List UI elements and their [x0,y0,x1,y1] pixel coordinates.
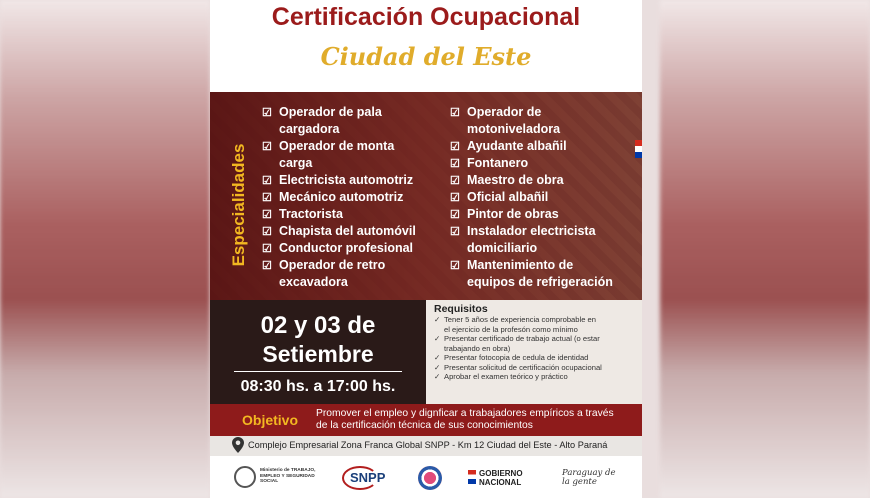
sponsor-logos [210,458,642,498]
list-item: ☑ Mecánico automotriz [262,189,442,206]
mtess-logo: Ministerio de TRABAJO, EMPLEO Y SEGURIDAD SOCIAL [234,464,330,492]
checkbox-icon: ☑ [262,141,272,153]
checkbox-icon: ☑ [262,175,272,187]
gobierno-nacional-logo: GOBIERNO NACIONAL [468,464,532,492]
list-item: ☑ Operador de pala [262,104,442,121]
check-icon: ✓ [434,362,441,372]
list-item: ☑ Operador de [450,104,640,121]
list-item: ☑ Instalador electricista [450,223,640,240]
institutional-emblem-icon [415,464,445,492]
specialties-list-right [450,104,640,291]
objective-label: Objetivo [242,412,299,428]
checkbox-icon: ☑ [450,192,460,204]
list-item: ☑ Fontanero [450,155,640,172]
list-item: ✓ Tener 5 años de experiencia comprobable en [434,315,596,324]
list-item: ✓ Aprobar el examen teórico y práctico [434,372,568,381]
requirements-panel [426,300,642,404]
seal-icon [234,466,256,488]
blurred-background-left [0,0,210,498]
list-item: motoniveladora [467,122,561,136]
checkbox-icon: ☑ [262,260,272,272]
list-item: domiciliario [467,241,538,255]
list-item: ✓ Presentar certificado de trabajo actual (o estar [434,334,600,343]
list-item: el ejercicio de la profesón como mínimo [444,324,578,334]
city-subtitle: Ciudad del Este [320,42,532,71]
divider [234,371,402,372]
list-item: carga [279,156,313,170]
page-title: Certificación Ocupacional [271,3,581,31]
list-item: ☑ Mantenimiento de [450,257,640,274]
checkbox-icon: ☑ [450,226,460,238]
paraguay-flag-icon [635,140,642,158]
check-icon: ✓ [434,334,441,343]
location-text: Complejo Empresarial Zona Franca Global SNPP - Km 12 Ciudad del Este - Alto Paraná [248,440,608,450]
objective-text: Promover el empleo y dignficar a trabajadores empíricos a través de la certificación técnica de sus conocimientos [316,408,614,431]
list-item: ☑ Pintor de obras [450,206,640,223]
checkbox-icon: ☑ [450,209,460,221]
checkbox-icon: ☑ [450,141,460,153]
list-item: ✓ Presentar solicitud de certificación ocupacional [434,362,602,372]
specialties-label: Especialidades [229,143,248,267]
event-month: Setiembre [262,341,374,367]
list-item: equipos de refrigeración [467,275,613,289]
blurred-background-right [660,0,870,498]
list-item: ☑ Maestro de obra [450,172,640,189]
schedule-panel [210,300,426,404]
event-hours: 08:30 hs. a 17:00 hs. [240,378,396,395]
list-item: trabajando en obra) [444,343,511,353]
checkbox-icon: ☑ [450,175,460,187]
list-item: ☑ Tractorista [262,206,442,223]
list-item: ☑ Operador de monta [262,138,442,155]
list-item: ☑ Electricista automotriz [262,172,442,189]
location-bar [210,436,642,456]
list-item: ☑ Operador de retro [262,257,442,274]
event-dates: 02 y 03 de [260,312,376,339]
checkbox-icon: ☑ [450,260,460,272]
checkbox-icon: ☑ [450,158,460,170]
check-icon: ✓ [434,372,441,381]
checkbox-icon: ☑ [262,107,272,119]
specialties-list-left [262,104,442,291]
requirements-list [434,315,639,382]
list-item: ✓ Presentar fotocopia de cedula de identidad [434,353,589,362]
paraguay-flag-icon [468,470,476,484]
poster [210,0,642,498]
list-item: ☑ Conductor profesional [262,240,442,257]
check-icon: ✓ [434,353,441,362]
requirements-title: Requisitos [434,303,488,315]
snpp-logo: SNPP [340,464,400,492]
checkbox-icon: ☑ [262,209,272,221]
list-item: ☑ Ayudante albañil [450,138,640,155]
checkbox-icon: ☑ [262,192,272,204]
map-pin-icon [232,437,244,453]
list-item: cargadora [279,122,340,136]
check-icon: ✓ [434,315,441,324]
list-item: ☑ Oficial albañil [450,189,640,206]
paraguay-de-la-gente-logo: Paraguay de la gente [562,468,616,487]
checkbox-icon: ☑ [262,243,272,255]
objective-banner [210,404,642,436]
list-item: ☑ Chapista del automóvil [262,223,442,240]
checkbox-icon: ☑ [262,226,272,238]
list-item: excavadora [279,275,348,289]
checkbox-icon: ☑ [450,107,460,119]
